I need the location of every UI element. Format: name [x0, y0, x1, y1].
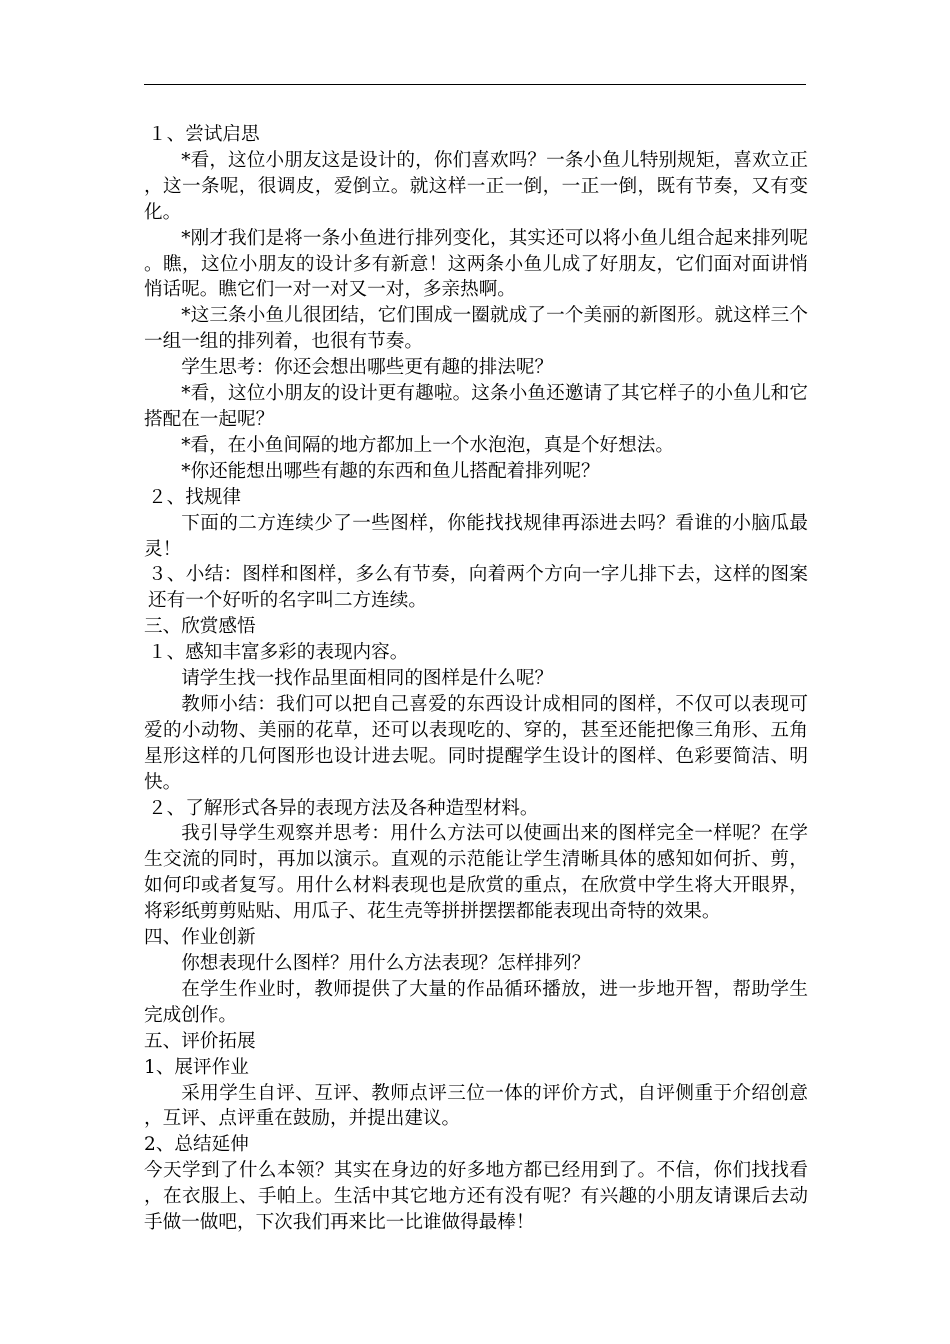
section-heading: 五、评价拓展 [144, 1030, 256, 1052]
body-paragraph: *看，这位小朋友这是设计的，你们喜欢吗？一条小鱼儿特别规矩，喜欢立正，这一条呢，很调皮，爱倒立。就这样一正一倒，一正一倒，既有节奏，又有变化。 [144, 149, 808, 223]
section-heading: ２、找规律 [148, 486, 241, 508]
body-paragraph: *这三条小鱼儿很团结，它们围成一圈就成了一个美丽的新图形。就这样三个一组一组的排列着，也很有节奏。 [144, 305, 808, 353]
body-paragraph: 教师小结：我们可以把自己喜爱的东西设计成相同的图样，不仅可以表现可爱的小动物、美丽的花草，还可以表现吃的、穿的，甚至还能把像三角形、五角星形这样的几何图形也设计进去呢。同时提醒学生设计的图样、色彩要简洁、明快。 [144, 693, 808, 793]
section-heading: 四、作业创新 [144, 927, 256, 949]
section-heading: ３、小结：图样和图样，多么有节奏，向着两个方向一字儿排下去，这样的图案还有一个好听的名字叫二方连续。 [148, 564, 808, 612]
header-rule [144, 84, 806, 85]
section-heading: 三、欣赏感悟 [144, 616, 256, 638]
body-paragraph: 我引导学生观察并思考：用什么方法可以使画出来的图样完全一样呢？在学生交流的同时，再加以演示。直观的示范能让学生清晰具体的感知如何折、剪，如何印或者复写。用什么材料表现也是欣赏的重点，在欣赏中学生将大开眼界，将彩纸剪剪贴贴、用瓜子、花生壳等拼拼摆摆都能表现出奇特的效果。 [144, 823, 808, 923]
body-paragraph: 下面的二方连续少了一些图样，你能找找规律再添进去吗？看谁的小脑瓜最灵！ [144, 512, 808, 560]
body-paragraph: 你想表现什么图样？用什么方法表现？怎样排列？ [181, 953, 591, 974]
body-paragraph: *刚才我们是将一条小鱼进行排列变化，其实还可以将小鱼儿组合起来排列呢。瞧，这位小朋友的设计多有新意！这两条小鱼儿成了好朋友，它们面对面讲悄悄话呢。瞧它们一对一对又一对，多亲热啊。 [144, 227, 808, 301]
body-paragraph: 采用学生自评、互评、教师点评三位一体的评价方式，自评侧重于介绍创意，互评、点评重在鼓励，并提出建议。 [144, 1082, 808, 1130]
body-paragraph: 在学生作业时，教师提供了大量的作品循环播放，进一步地开智，帮助学生完成创作。 [144, 978, 808, 1026]
section-heading: 今天学到了什么本领？其实在身边的好多地方都已经用到了。不信，你们找找看，在衣服上、手帕上。生活中其它地方还有没有呢？有兴趣的小朋友请课后去动手做一做吧，下次我们再来比一比谁做得最棒！ [144, 1160, 808, 1234]
body-paragraph: *你还能想出哪些有趣的东西和鱼儿搭配着排列呢？ [181, 460, 600, 482]
body-paragraph: *看，这位小朋友的设计更有趣啦。这条小鱼还邀请了其它样子的小鱼儿和它搭配在一起呢？ [144, 383, 808, 430]
section-heading: １、尝试启思 [148, 124, 260, 145]
body-paragraph: 学生思考：你还会想出哪些更有趣的排法呢？ [181, 357, 554, 379]
section-heading: ２、了解形式各异的表现方法及各种造型材料。 [148, 797, 539, 819]
section-heading: 1、展评作业 [144, 1056, 249, 1078]
body-paragraph: *看，在小鱼间隔的地方都加上一个水泡泡，真是个好想法。 [181, 434, 674, 456]
section-heading: 2、总结延伸 [144, 1134, 249, 1156]
document-body [144, 122, 808, 1236]
section-heading: １、感知丰富多彩的表现内容。 [148, 642, 409, 664]
body-paragraph: 请学生找一找作品里面相同的图样是什么呢？ [181, 668, 554, 690]
